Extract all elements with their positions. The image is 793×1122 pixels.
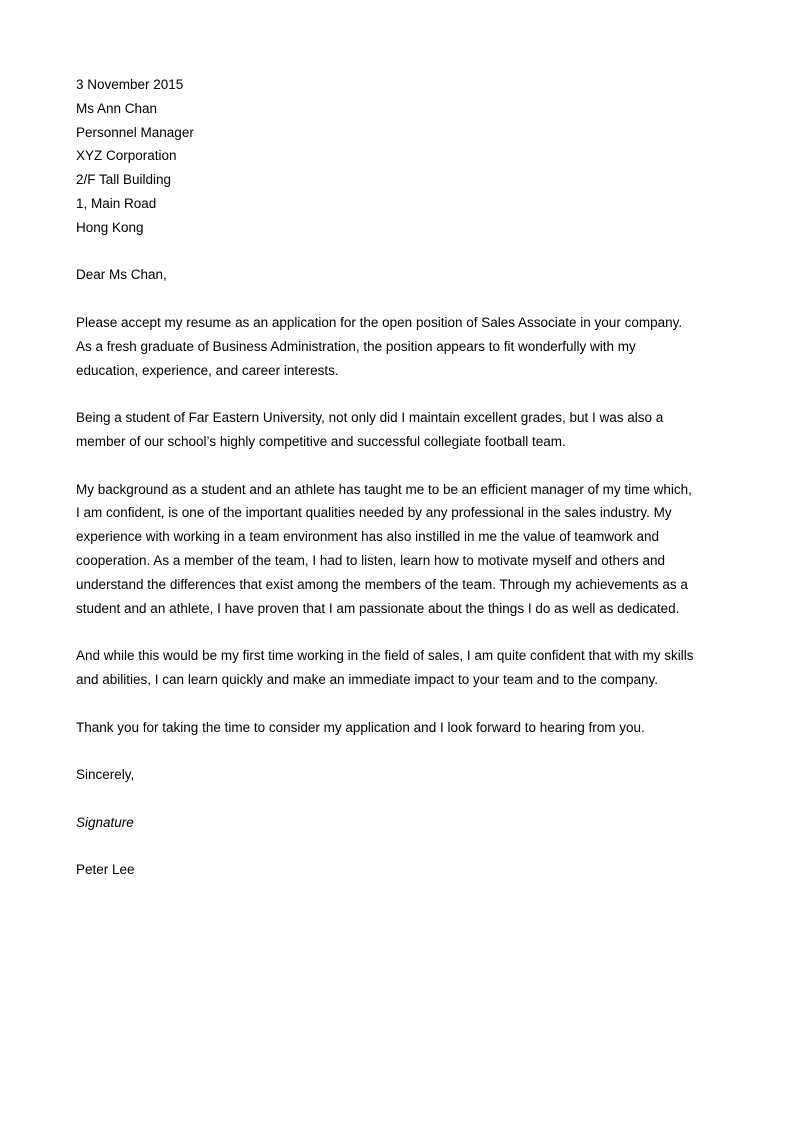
body-paragraph bbox=[76, 406, 726, 454]
paragraph-line: understand the differences that exist among the members of the team. Through my achievements as a bbox=[76, 576, 688, 592]
paragraph-line: member of our school’s highly competitive and successful collegiate football team. bbox=[76, 433, 566, 449]
paragraph-line: My background as a student and an athlete has taught me to be an efficient manager of my time which, bbox=[76, 481, 692, 497]
paragraph-line: and abilities, I can learn quickly and make an immediate impact to your team and to the company. bbox=[76, 671, 659, 687]
sender-name: Peter Lee bbox=[76, 862, 135, 878]
paragraph-line: And while this would be my first time working in the field of sales, I am quite confident that with my skills bbox=[76, 648, 694, 664]
salutation: Dear Ms Chan, bbox=[76, 267, 167, 283]
body-paragraph bbox=[76, 478, 726, 621]
closing: Sincerely, bbox=[76, 767, 135, 783]
paragraph-line: I am confident, is one of the important qualities needed by any professional in the sales industry. My bbox=[76, 505, 672, 521]
recipient-address-line: 1, Main Road bbox=[76, 195, 157, 211]
sender-block bbox=[76, 858, 726, 882]
body-paragraph bbox=[76, 311, 726, 382]
paragraph-line: education, experience, and career interests. bbox=[76, 362, 339, 378]
letter-page bbox=[76, 73, 726, 906]
salutation-block bbox=[76, 263, 726, 287]
paragraph-line: cooperation. As a member of the team, I had to listen, learn how to motivate myself and others and bbox=[76, 552, 666, 568]
paragraph-line: Please accept my resume as an application for the open position of Sales Associate in your company. bbox=[76, 314, 683, 330]
recipient-address-line: 2/F Tall Building bbox=[76, 172, 172, 188]
signature: Signature bbox=[76, 814, 134, 830]
body-paragraph bbox=[76, 716, 726, 740]
paragraph-line: As a fresh graduate of Business Administration, the position appears to fit wonderfully with my bbox=[76, 338, 636, 354]
recipient-title: Personnel Manager bbox=[76, 124, 194, 140]
recipient-company: XYZ Corporation bbox=[76, 148, 177, 164]
body-paragraph bbox=[76, 644, 726, 692]
signature-block bbox=[76, 811, 726, 835]
paragraph-line: Being a student of Far Eastern University, not only did I maintain excellent grades, but I was also a bbox=[76, 410, 664, 426]
letter-date: 3 November 2015 bbox=[76, 77, 184, 92]
paragraph-line: student and an athlete, I have proven that I am passionate about the things I do as well as dedicated. bbox=[76, 600, 680, 616]
recipient-name: Ms Ann Chan bbox=[76, 100, 158, 116]
paragraph-line: Thank you for taking the time to consider my application and I look forward to hearing from you. bbox=[76, 719, 645, 735]
recipient-address-line: Hong Kong bbox=[76, 219, 144, 235]
paragraph-line: experience with working in a team environment has also instilled in me the value of teamwork and bbox=[76, 529, 660, 545]
closing-block bbox=[76, 763, 726, 787]
letter-header bbox=[76, 73, 726, 240]
